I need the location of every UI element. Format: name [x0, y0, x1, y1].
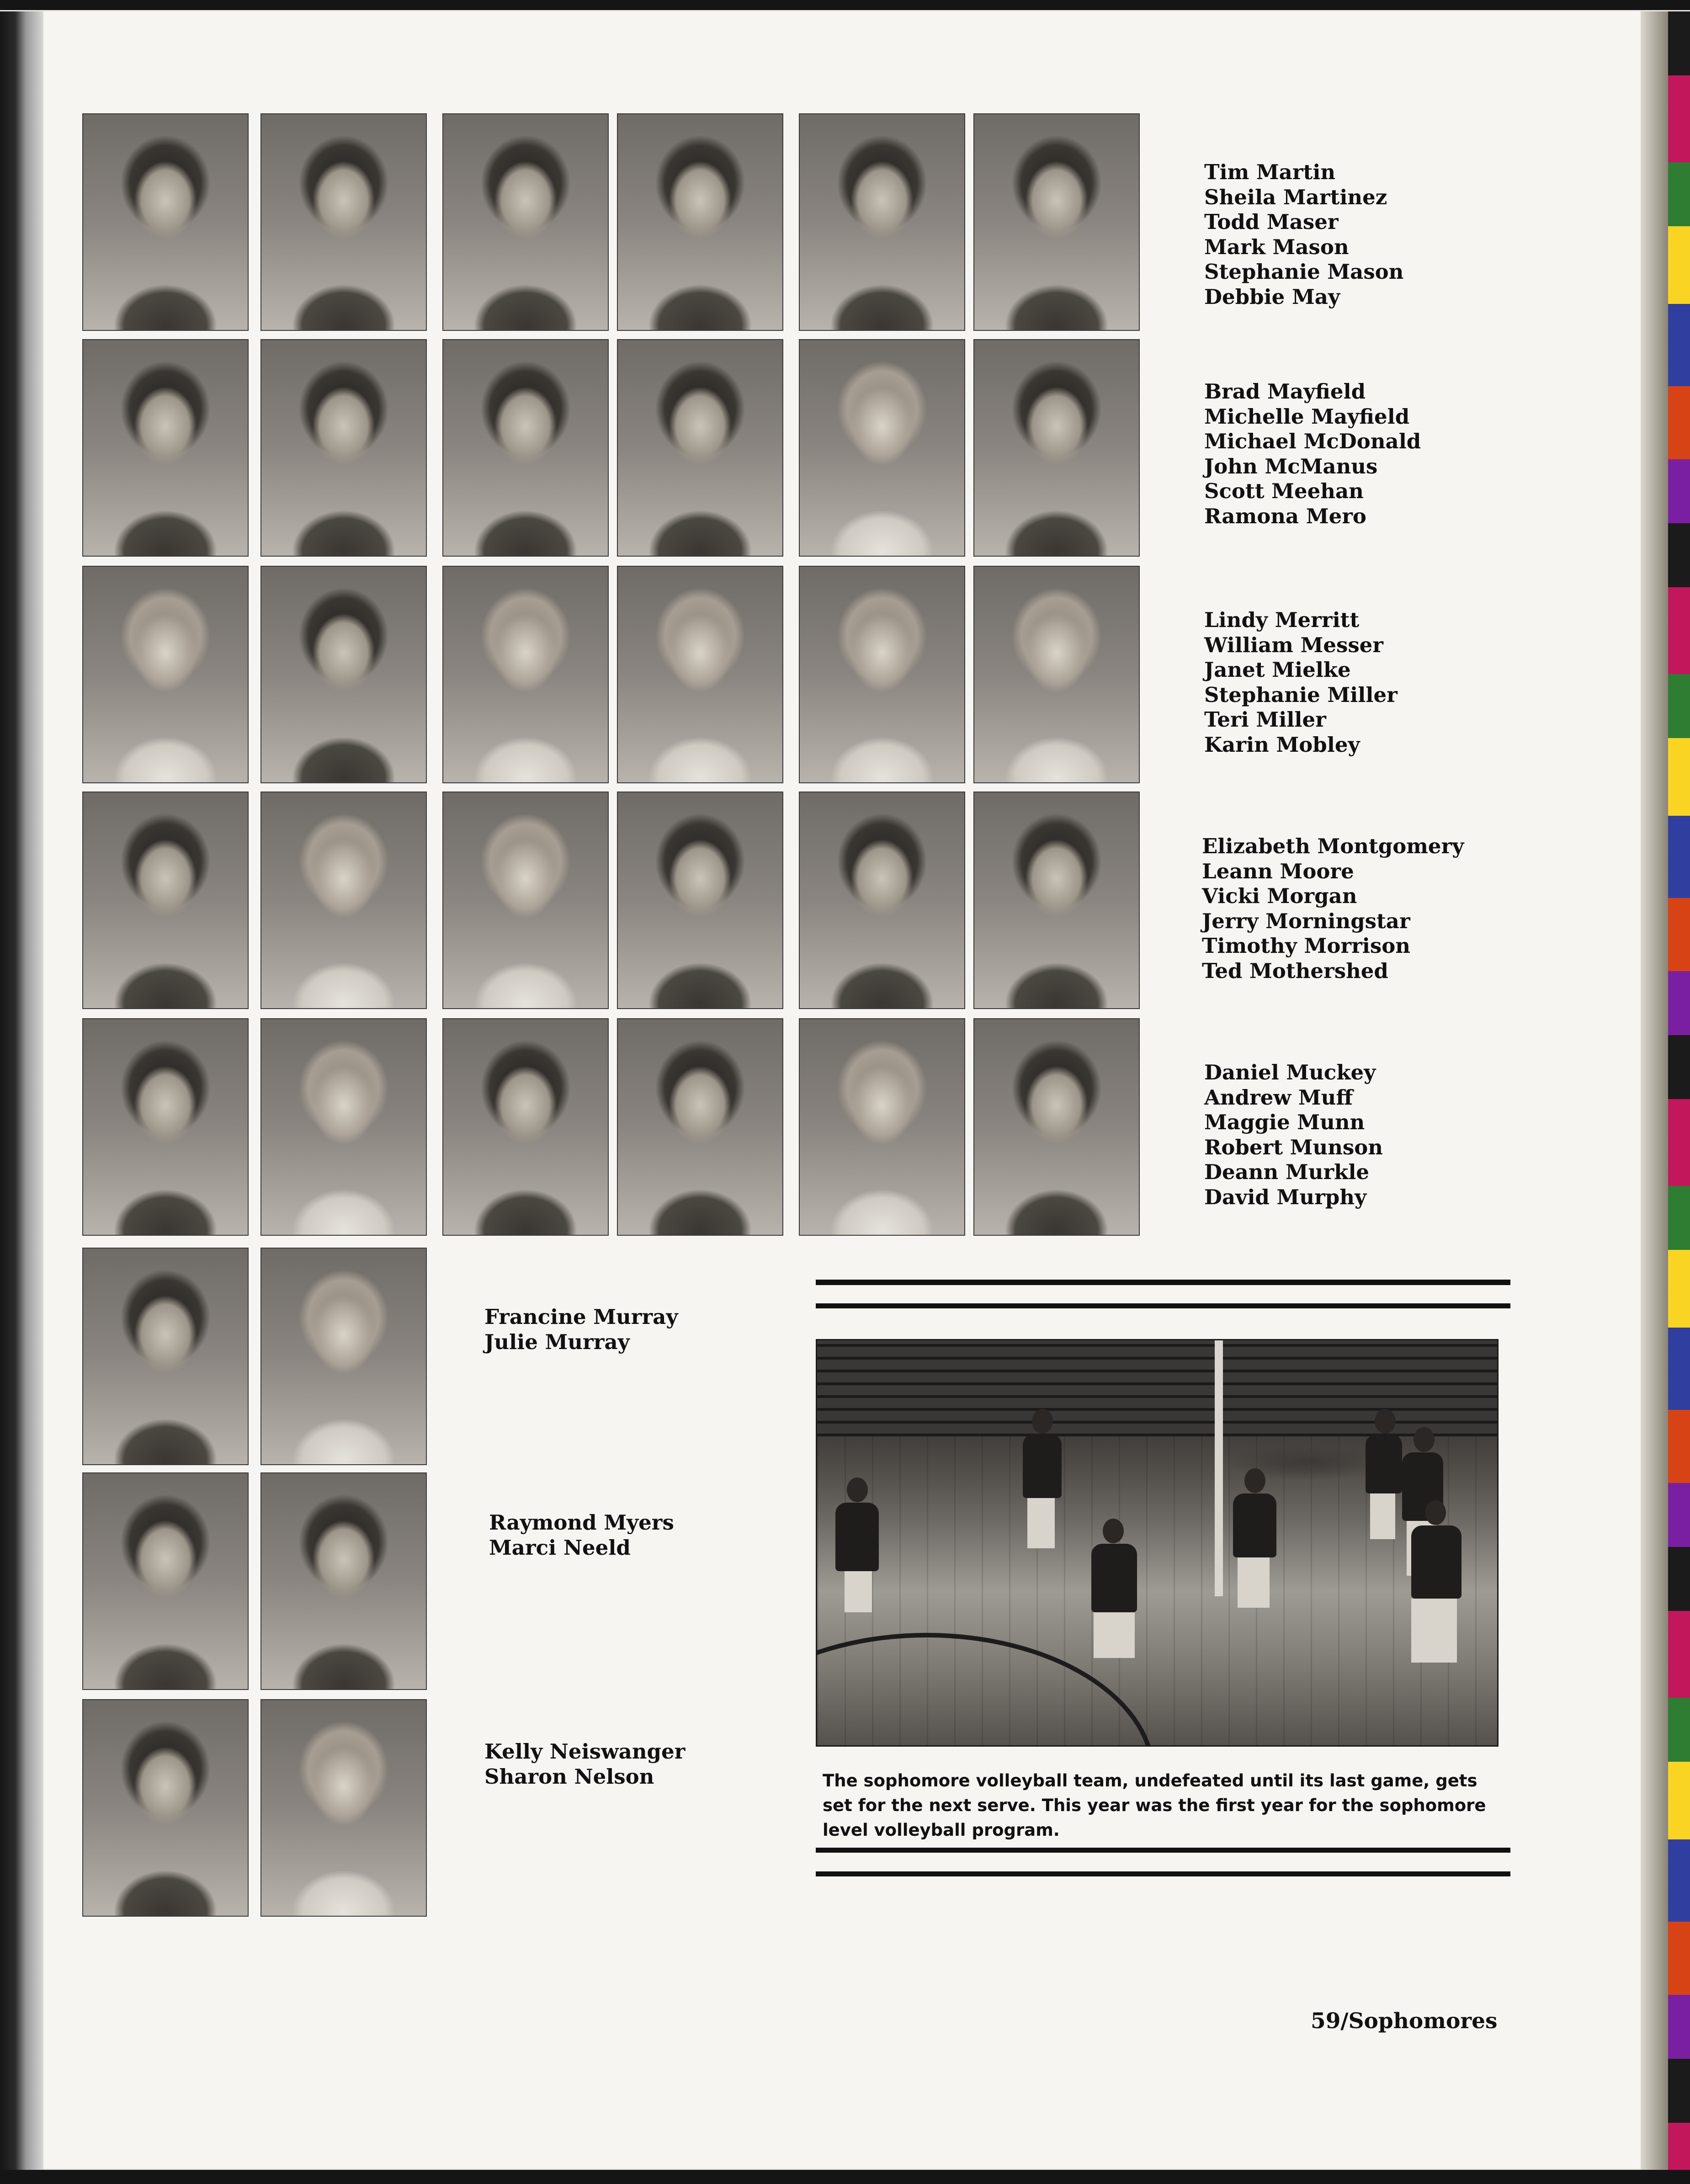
student-name: Timothy Morrison	[1202, 934, 1410, 958]
student-portrait	[260, 1248, 427, 1465]
student-name: Sharon Nelson	[484, 1764, 654, 1789]
bottom-page-edge	[0, 2170, 1690, 2184]
student-name: Brad Mayfield	[1204, 379, 1366, 404]
student-name: Vicki Morgan	[1202, 884, 1357, 908]
student-portrait	[82, 1699, 249, 1917]
student-name: Jerry Morningstar	[1202, 909, 1410, 933]
left-binding-shadow	[0, 11, 43, 2173]
student-name: Debbie May	[1204, 284, 1340, 309]
student-portrait	[82, 1018, 249, 1236]
student-portrait	[442, 1018, 609, 1236]
name-list-row-1	[1204, 160, 1403, 309]
student-name: Daniel Muckey	[1204, 1060, 1376, 1084]
student-name: Michelle Mayfield	[1204, 404, 1410, 429]
student-portrait	[973, 339, 1140, 557]
student-portrait	[260, 792, 427, 1009]
student-portrait	[82, 339, 249, 557]
student-name: Lindy Merritt	[1204, 608, 1360, 632]
name-list-row-3	[1204, 608, 1398, 757]
name-list-row-4	[1202, 834, 1464, 983]
student-portrait	[973, 566, 1140, 783]
student-portrait	[82, 792, 249, 1009]
right-binding	[1641, 11, 1668, 2170]
student-name: Robert Munson	[1204, 1135, 1383, 1159]
student-portrait	[799, 339, 965, 557]
student-portrait	[617, 792, 783, 1009]
name-list-row-8	[484, 1739, 685, 1789]
student-portrait	[617, 1018, 783, 1236]
student-portrait	[442, 792, 609, 1009]
student-portrait	[799, 1018, 965, 1236]
student-name: Marci Neeld	[489, 1535, 631, 1560]
student-name: Leann Moore	[1202, 859, 1354, 883]
student-portrait	[617, 113, 783, 331]
student-name: David Murphy	[1204, 1185, 1367, 1209]
student-portrait	[617, 566, 783, 783]
student-name: Todd Maser	[1204, 210, 1339, 234]
student-name: Mark Mason	[1204, 234, 1349, 259]
student-portrait	[799, 113, 965, 331]
student-name: Teri Miller	[1204, 707, 1326, 732]
student-name: Janet Mielke	[1204, 658, 1351, 682]
student-portrait	[82, 566, 249, 783]
student-portrait	[260, 566, 427, 783]
student-name: Michael McDonald	[1204, 429, 1421, 453]
student-portrait	[82, 113, 249, 331]
student-name: Francine Murray	[484, 1305, 678, 1329]
student-name: John McManus	[1204, 454, 1378, 478]
student-portrait	[617, 339, 783, 557]
student-portrait	[260, 1018, 427, 1236]
student-portrait	[260, 1472, 427, 1690]
name-list-row-5	[1204, 1060, 1383, 1210]
top-page-edge	[0, 0, 1690, 10]
student-name: Andrew Muff	[1204, 1085, 1353, 1110]
student-portrait	[260, 339, 427, 557]
student-name: Sheila Martinez	[1204, 185, 1387, 209]
student-name: Kelly Neiswanger	[484, 1739, 686, 1764]
name-list-row-2	[1204, 379, 1421, 529]
name-list-row-7	[489, 1510, 674, 1560]
top-rule-2	[816, 1303, 1510, 1308]
student-name: Raymond Myers	[489, 1510, 674, 1535]
student-portrait	[442, 566, 609, 783]
student-portrait	[82, 1248, 249, 1465]
student-name: Maggie Munn	[1204, 1110, 1365, 1134]
student-name: William Messer	[1204, 632, 1384, 657]
student-name: Ramona Mero	[1204, 504, 1366, 528]
student-portrait	[442, 113, 609, 331]
student-name: Stephanie Mason	[1204, 260, 1404, 284]
top-rule-1	[816, 1280, 1510, 1285]
bottom-rule-1	[816, 1848, 1510, 1853]
student-portrait	[442, 339, 609, 557]
photo-caption: The sophomore volleyball team, undefeated until its last game, gets set for the next serve. This year was the first year for the sophomore level volleyball program.	[823, 1771, 1486, 1840]
volleyball-team-photo	[816, 1339, 1499, 1747]
student-portrait	[82, 1472, 249, 1690]
name-list-row-6	[484, 1305, 678, 1355]
student-name: Deann Murkle	[1204, 1160, 1370, 1184]
student-portrait	[973, 1018, 1140, 1236]
student-name: Tim Martin	[1204, 160, 1336, 184]
page-footer: 59/Sophomores	[1311, 2009, 1498, 2034]
student-name: Julie Murray	[484, 1329, 630, 1354]
student-portrait	[799, 792, 965, 1009]
student-name: Elizabeth Montgomery	[1202, 834, 1464, 858]
student-name: Ted Mothershed	[1202, 958, 1388, 983]
spine-color-strip	[1668, 11, 1690, 2170]
bottom-rule-2	[816, 1871, 1510, 1876]
student-portrait	[260, 1699, 427, 1917]
student-name: Scott Meehan	[1204, 479, 1364, 503]
student-portrait	[973, 113, 1140, 331]
student-portrait	[799, 566, 965, 783]
net-pole	[1215, 1340, 1223, 1596]
student-name: Stephanie Miller	[1204, 682, 1398, 707]
student-name: Karin Mobley	[1204, 732, 1360, 757]
student-portrait	[973, 792, 1140, 1009]
student-portrait	[260, 113, 427, 331]
